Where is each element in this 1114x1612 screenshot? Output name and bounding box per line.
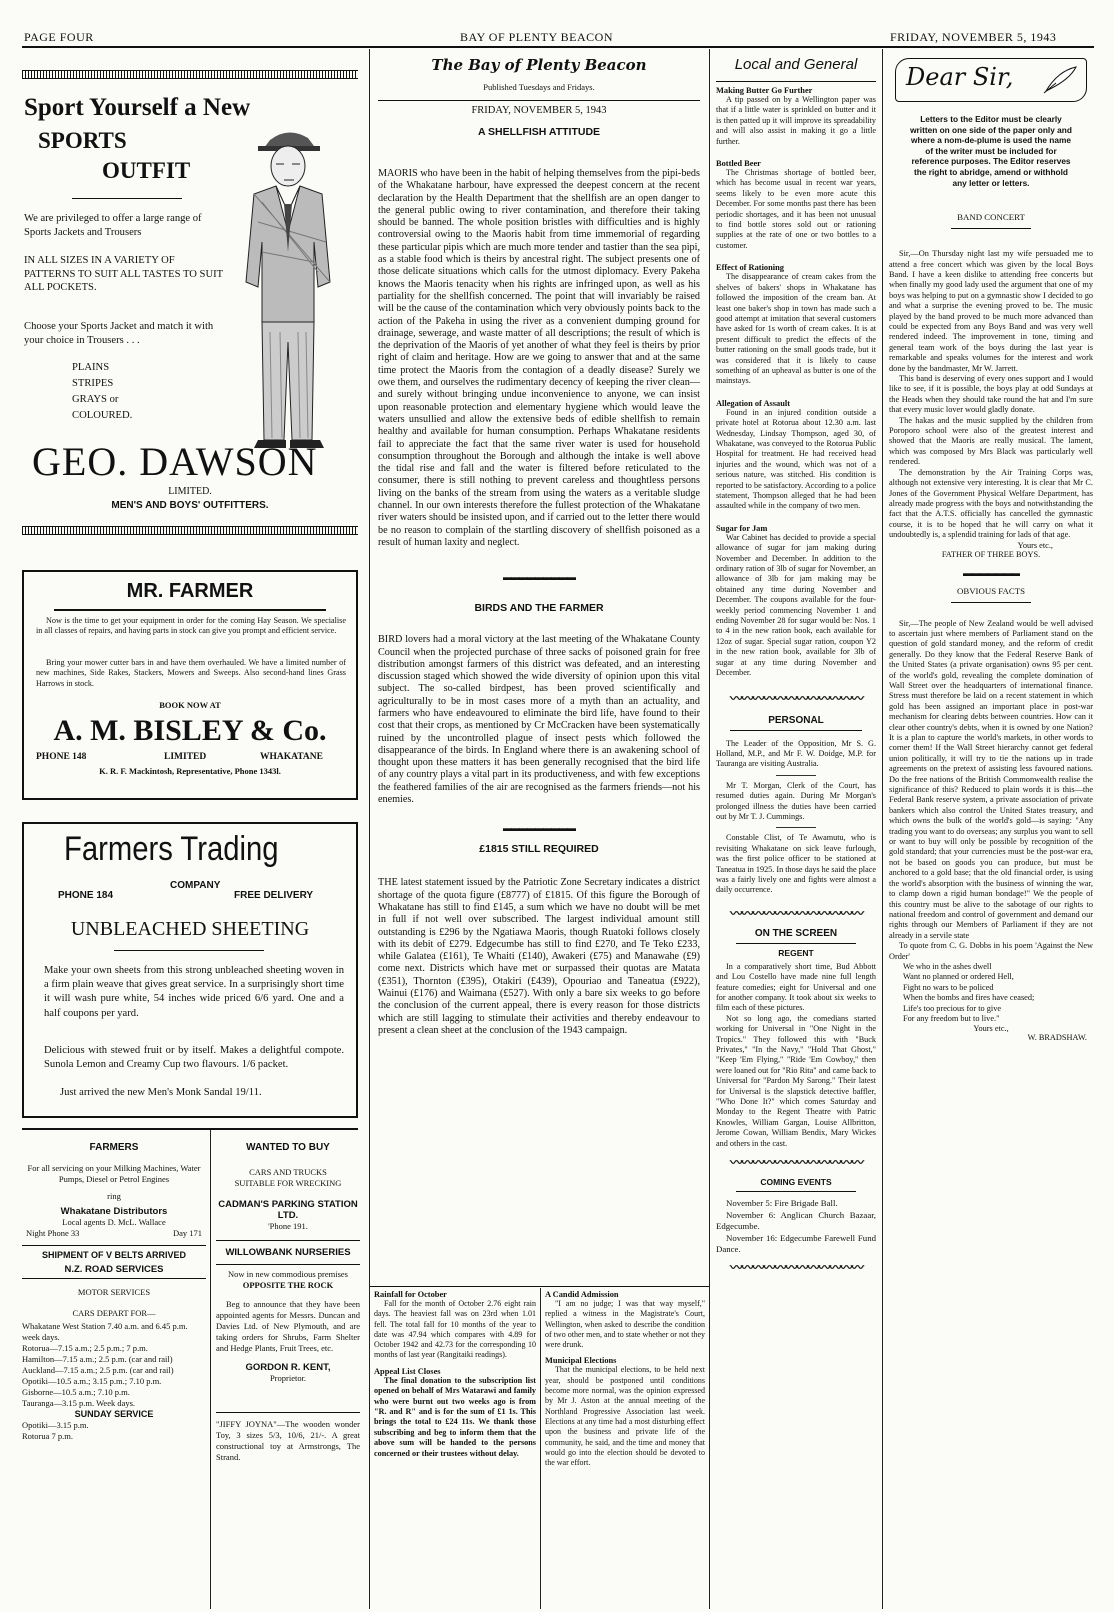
timetable-row: Whakatane West Station 7.40 a.m. and 6.45 p.m. week days. [22, 1321, 188, 1342]
poem-line: Life's too precious for to give [903, 1003, 1002, 1013]
poem-line: Fight no wars to be policed [903, 982, 994, 992]
ad-body: Bring your mower cutter bars in and have them overhauled. We have a limited number of new machines, Side Rakes, Stackers, Mowers and Sweeps. Also second-hand lines Grass Harrows in stock. [36, 658, 346, 688]
note-body: The final donation to the subscription list opened on behalf of Mrs Watarawi and family who were burnt out two weeks ago is from "R. and R" and is for the sum of £1 1s. This brings the total to £24 11s. We thank those subscribing and beg to inform them that the above sum will be handed to the persons concerned or their trustees without delay. [374, 1375, 536, 1458]
book-now: BOOK NOW AT [159, 700, 221, 710]
road-services-heading: N.Z. ROAD SERVICES [64, 1264, 164, 1275]
item-body: The Christmas shortage of bottled beer, which has become usual in recent war years, seems likely to be even more acute this December. For some months past there has been periodic shortages, and it has been not unusual to find bottle stores sold out or rationing supplies at the rate of one or two bottles to a customer. [716, 168, 876, 250]
timetable-row: Tauranga—3.15 p.m. Week days. [22, 1398, 136, 1408]
company: COMPANY [170, 880, 221, 891]
ad-body: Now is the time to get your equipment in order for the coming Hay Season. We specialise in all classes of repairs, and having parts in stock can give you prompt and efficient service. [36, 616, 346, 636]
page-number: PAGE FOUR [24, 30, 94, 44]
item-body: Constable Clist, of Te Awamutu, who is revisiting Whakatane on sick leave furlough, was the first police officer to be stationed at Taneatua in 1925. In those days he said the place was a fairly lively one and fights were almost a daily occurrence. [716, 833, 876, 895]
letter-body: Sir,—The people of New Zealand would be well advised to ascertain just where members of Parliament stand on the question of gold standard money, and the reform of credit generally. Do they know that the Federal Reserve Bank of the United States (a private organisation) owns 95 per cent. of the world's gold, revealing the complete domination of Wall Street over the headquarters of international finance. Stress must therefore be laid on a recent statement in which gold has been assigned an important place in post-war mechanism for clearing debts between countries. How can it clear other country's debts, when it is owned by one Nation? It is a plan to capture the world's markets, in other words to corner them! If the Wall Street hierarchy cannot get federal union politically, it will try to tie the nations up in trade agreements on the pretext of assisting less favoured nations. Do the free nations of the British Commonwealth realise the significance of this? Reduced to plain words it is this—the Federal Bank reserve system, a private association of private bankers which also control the United States treasury, and which owns the bulk of the world's gold—is saying: "Any trading you want to do overseas; any surplus you want to sell or want to buy will only be possible by recognition of the gold standard; that your currencies must be the post-war era, not be based on goods you can produce, but must be anchored to a gold base; that the old financial order, is using the world's absorption with the business of winning the war, to clamp down a rigid human bondage!" We the people of this country must be alive to the sabotage of our rights to national freedom and control of government and demand our rights through our Members of Parliament if they are not already in a servile state [889, 618, 1093, 940]
publication-days: Published Tuesdays and Fridays. [483, 82, 595, 92]
ad-body: CARS AND TRUCKS SUITABLE FOR WRECKING [234, 1167, 342, 1188]
column-rule [369, 49, 370, 1609]
logo-script: Dear Sir, [906, 63, 1014, 91]
ad-body: OPPOSITE THE ROCK [242, 1280, 334, 1290]
event-item: November 6: Anglican Church Bazaar, Edgecumbe. [716, 1209, 876, 1232]
ad-headline: WANTED TO BUY [246, 1142, 330, 1153]
ad-headline: Sport Yourself a New [24, 94, 251, 121]
article-body: MAORIS who have been in the habit of helping themselves from the pipi-beds of the Whakatane harbour, have expressed the deepest concern at the recent declaration by the Health Department that the shellfish are an open danger to the general public owing to river contamination, and therefore their taking should be banned. The whole position bristles with difficulties and is highly controversial owing to the Maoris habit from time immemorial of regarding these particular pipis which are much more tender and tastier than the sea pipi, as a stable food which is theirs by ancestral right. The subject presents one of those delicate situations which calls for the utmost diplomacy. Every Pakeha knows the Maoris tenacity when his rights are infringed upon, as well as his partiality for the shellfish concerned. The point that will invariably be raised will be the cause of the contamination which very obviously points back to the action of the Pakeha in using the river as a convenient dumping ground for drainage, sewerage, and waste matter of all descriptions; the result of which is the deprivation of the Maoris of yet another of what they feel is theirs by prior right of claim and heritage. How are we going to answer that and at the same time protect the Maoris from the contagion of a deadly disease? Surely we owe them, and ourselves the rudimentary decency of keeping the river clean—and surely without bringing undue inconvenience to anyone, we can insist upon reasonable protection and elementary hygiene which would leave the waters unsullied and allow the extensive beds of edible shellfish to remain healthy and available for human consumption. Perhaps Whakatane residents fail to appreciate the fact that the same river water is used for household consumption throughout the Borough and although the intake is well above the tidal rise and fall and the water is filtered before reticulated to the consumer, there is still nothing to prevent careless and thoughtless persons living on the banks of the stream from using the waters as a veritable sludge channel. In our own interests therefore the fullest protection of the Whakatane river waters should be insisted upon, and if carried out to the letter there would be no reason to complain of the startling discovery of shellfish poisoned as a result of human laxity and neglect. [378, 168, 700, 548]
vbelts-notice: SHIPMENT OF V BELTS ARRIVED [41, 1250, 186, 1260]
poem-line: Want no planned or ordered Hell, [903, 972, 1014, 982]
proprietor: Proprietor. [269, 1373, 307, 1383]
wave-separator: 〰〰〰〰〰〰〰〰〰〰〰〰 [729, 1157, 862, 1170]
item-body: The disappearance of cream cakes from the shelves of bakers' shops in Whakatane has followed the imposition of the cream ban. At least one baker's shop in town has made such a good attempt at imitation that several customers have asked for 1s worth of cream cakes. It is at present difficult to predict the effects of the butter rationing on the small goods trade, but it was considered that it is likely to cause something of an upheaval as butter is one of the mainstays. [716, 272, 876, 386]
representative: K. R. F. Mackintosh, Representative, Phone 1343l. [99, 766, 281, 776]
sunday-service: SUNDAY SERVICE [74, 1409, 154, 1419]
option-item: GRAYS or [72, 394, 119, 405]
agents: Local agents D. McL. Wallace [62, 1217, 166, 1227]
phone: PHONE 148 [36, 752, 87, 762]
note-heading: A Candid Admission [545, 1290, 619, 1299]
item-heading: Making Butter Go Further [716, 86, 813, 95]
poem-line: For any freedom but to live." [903, 1013, 1000, 1023]
advertiser-name: A. M. BISLEY & Co. [53, 714, 327, 747]
item-body: War Cabinet has decided to provide a special allowance of sugar for jam making during November and December. In addition to the ordinary ration of 3lb of sugar for November, an allowance of 3lb for jam making may be obtained any time during November and December. The coupons available for the four-weekly period commencing November 1 and ending November 28 for sugar would be: Nos. 1 to 4 in the new ration book, each available for 12oz of sugar. Special sugar ration, coupon Y2 in the new ration book, available for 3lb of sugar at any time during November and December. [716, 532, 876, 678]
section-rule [370, 1286, 709, 1287]
dear-sir-logo [895, 58, 1087, 102]
editorial-column [378, 50, 700, 1286]
advertiser-name: GEO. DAWSON [32, 439, 318, 484]
man-in-suit-illustration [218, 122, 358, 452]
ornament-rule [72, 198, 182, 199]
ad-body: "JIFFY JOYNA"—The wooden wonder Toy, 3 sizes 5/3, 10/6, 21/-. A great constructional toy at Armstrongs, The Strand. [216, 1419, 360, 1462]
notes-right [545, 1290, 705, 1608]
section-heading: COMING EVENTS [760, 1177, 832, 1188]
article-headline: £1815 STILL REQUIRED [479, 843, 599, 856]
section-heading: PERSONAL [768, 714, 824, 726]
day-phone: Day 171 [172, 1228, 202, 1238]
separator: ▬▬▬▬▬▬▬ [963, 568, 1019, 578]
letter-body: To quote from C. G. Dobbs in his poem 'Against the New Order' [889, 941, 1093, 961]
timetable [22, 1321, 206, 1409]
limited: LIMITED [164, 752, 207, 762]
ad-body: Beg to announce that they have been appointed agents for Messrs. Duncan and Davies Ltd. of New Plymouth, and are taking orders for Shrubs, Farm Shelter and Hedge Plants, Fruit Trees, etc. [216, 1299, 360, 1353]
item-heading: Sugar for Jam [716, 523, 768, 533]
cars-depart: CARS DEPART FOR— [72, 1308, 156, 1318]
ad-body: For all servicing on your Milking Machines, Water Pumps, Diesel or Petrol Engines [27, 1163, 201, 1184]
ad-headline: MR. FARMER [126, 580, 254, 602]
timetable-row: Rotorua 7 p.m. [22, 1431, 73, 1441]
note-body: That the municipal elections, to be held next year, should be postponed until conditions become more normal, was the opinion expressed by Mr J. Aston at the annual meeting of the Northland Progressive Association last week. Elections at any time had a most disturbing effect upon the business and private life of the community, he said, and the time and money that would go into the election should be devoted to the war effort. [545, 1365, 705, 1468]
letter-heading: OBVIOUS FACTS [956, 585, 1026, 596]
option-list [72, 360, 132, 424]
headline-rule [54, 609, 326, 611]
quill-pen-icon [1042, 65, 1078, 95]
night-phone: Night Phone 33 [26, 1228, 80, 1238]
event-item: November 5: Fire Brigade Ball. [726, 1198, 838, 1209]
ad-body: Choose your Sports Jacket and match it with your choice in Trousers . . . [24, 321, 214, 346]
timetable-row: Gisborne—10.5 a.m.; 7.10 p.m. [22, 1387, 130, 1397]
ornament-band [22, 70, 358, 79]
letter-body: This band is deserving of every ones support and I would like to see, if it is possible, the boys play at odd Sundays at the Heads when they should take round the hat and I'm sure that every music lover would gladly donate. [889, 374, 1093, 415]
item-body: In a comparatively short time, Bud Abbott and Lou Costello have made nine full length feature comedies; eight for Universal and one for another company. It took about six weeks to film each of these pictures. [716, 961, 876, 1013]
item-heading: Effect of Rationing [716, 263, 784, 273]
column-title: Local and General [734, 56, 858, 73]
notes-left [374, 1290, 536, 1608]
timetable-row: Opotiki—3.15 p.m. [22, 1420, 89, 1430]
section-rule [22, 1128, 358, 1130]
separator: ▬▬▬▬▬▬▬▬▬ [503, 573, 575, 583]
letters-column [889, 54, 1093, 1606]
ad-body: Now in new commodious premises [228, 1269, 348, 1279]
header-rule [22, 46, 1094, 48]
separator: ▬▬▬▬▬▬▬▬▬ [503, 824, 575, 834]
poem-line: We who in the ashes dwell [903, 961, 992, 971]
letter-body: Sir,—On Thursday night last my wife persuaded me to attend a free concert which was given by the local Boys Band. I have a keen dislike to attending free concerts but when finally my good lady used the argument that one of my boys was helping to put on a gymnastic show I decided to go and what a surprise the evening proved to be. The music played by the band proved to be much more advanced than could be expected from any Boys Band and was very well rendered indeed. The improvement in tone, timing and general team work of the boys during the last year is remarkable and speaks volumes for the interest and work done by the bandmaster, Mr W. Jarrett. [889, 249, 1093, 373]
article-body: BIRD lovers had a moral victory at the last meeting of the Whakatane County Council when the projected purchase of three sacks of poisoned grain for free distribution amongst farmers of this district was defeated, and an interesting discussion staged which showed the wide diversity of opinion upon this vital subject. The so-called birdpest, has been proved scientifically and agriculturally to be in most cases more of a myth than an actuality, and farmers who have endeavoured to eliminate the bird life, have found to their cost that their crops, as mentioned by Cr McCracken have been systematically ruined by the uncontrolled plague of insect pests which followed the disappearance of the birds. In England where there is an awakening school of thought upon these matters it has been generally recognised that the bird life of any country plays a vital part in its productiveness, and with few exceptions the feathered families of the air are recognised as the farmers friends—not his enemies. [378, 634, 700, 806]
theatre-name: REGENT [778, 947, 814, 958]
item-body: The Leader of the Opposition, Mr S. G. Holland, M.P., and Mr F. W. Doidge, M.P. for Tauranga are visiting Australia. [716, 738, 876, 769]
editorial-nameplate: The Bay of Plenty Beacon [431, 56, 647, 74]
ad-subhead: UNBLEACHED SHEETING [70, 918, 310, 940]
note-body: "I am no judge; I was that way myself," replied a witness in the Magistrate's Court, Wellington, when asked to describe the condition of two other men, and to state whether or not they were drunk. [545, 1299, 705, 1350]
advertiser-name: GORDON R. KENT, [245, 1362, 331, 1373]
event-item: November 16: Edgecumbe Farewell Fund Dance. [716, 1232, 876, 1255]
note-heading: Rainfall for October [374, 1290, 447, 1299]
ornament-band [22, 526, 358, 535]
wave-separator: 〰〰〰〰〰〰〰〰〰〰〰〰 [729, 907, 862, 920]
dawson-advert [22, 70, 358, 550]
letter-body: The demonstration by the Air Training Corps was, although not extensive very interesting. It is clear that Mr C. Jones of the Government Physical Welfare Department, has already made progress with the boys and notwithstanding the fact that the A.T.S. officially has cancelled the gymnastic course, it is to be hoped that he will carry on what it undoubtedly is, a splendid training for lads of that age. [889, 467, 1093, 540]
ad-headline: FARMERS [89, 1142, 139, 1153]
advertiser-name: CADMAN'S PARKING STATION LTD. [218, 1199, 358, 1221]
delivery: FREE DELIVERY [234, 890, 314, 901]
column-rule [540, 1288, 541, 1609]
distributor: Whakatane Distributors [60, 1206, 168, 1217]
headline-rule [114, 950, 264, 951]
timetable-row: Auckland—7.15 a.m.; 2.5 p.m. (car and rail) [22, 1365, 174, 1375]
small-ads-right [216, 1136, 360, 1606]
ad-headline: Farmers Trading [64, 830, 279, 868]
note-heading: Municipal Elections [545, 1356, 617, 1366]
article-headline: BIRDS AND THE FARMER [474, 602, 604, 615]
option-item: COLOURED. [72, 410, 133, 421]
motor-services: MOTOR SERVICES [77, 1287, 151, 1297]
item-body: Not so long ago, the comedians started working for Universal in "One Night in the Tropics." They followed this with "Buck Privates," "In the Navy," "Hold That Ghost," "Keep 'Em Flying," "Ride 'Em Cowboy," then were loaned out for "Rio Rita" and came back to Universal for "Pardon My Sarong." Their latest for Universal is the slapstick detective baffler, "Who Done It?" which comes Saturday and Monday to the Regent Theatre with Patric Knowles, William Gargan, Louise Allbritton, Jerome Cowan, William Bendix, Mary Wickes and others in the cast. [716, 1013, 876, 1148]
item-body: Found in an injured condition outside a private hotel at Rotorua about 12.30 a.m. last Wednesday, Lindsay Thompson, aged 30, of Whakatane, was conveyed to the Rotorua Public Hospital for treatment. He had received head injuries and the wound, which was not of a serious nature, was stitched. His condition is reported to be satisfactory. According to a police statement, Thompson alleged that he had been assaulted while in the company of two men. [716, 407, 876, 511]
poem-line: When the bombs and fires have ceased; [903, 993, 1035, 1003]
ad-body: Just arrived the new Men's Monk Sandal 19/11. [60, 1087, 262, 1098]
ad-body: IN ALL SIZES IN A VARIETY OF PATTERNS TO SUIT ALL TASTES TO SUIT ALL POCKETS. [24, 255, 223, 294]
signature: W. BRADSHAW. [1027, 1033, 1087, 1043]
editorial-date: FRIDAY, NOVEMBER 5, 1943 [471, 105, 607, 116]
ad-body: We are privileged to offer a large range of Sports Jackets and Trousers [24, 213, 202, 238]
option-item: STRIPES [72, 378, 114, 389]
column-rule [882, 49, 883, 1609]
ad-headline: SPORTS [38, 128, 127, 153]
farmers-trading-advert [22, 822, 358, 1118]
phone: PHONE 184 [58, 890, 114, 901]
ad-body: Delicious with stewed fruit or by itself. Makes a delightful compote. Sunola Lemon and Creamy Cup two flavours. 1/6 packet. [44, 1045, 344, 1071]
item-body: A tip passed on by a Wellington paper was that if a little water is sprinkled on butter and it is then patted up it will improve its spreadability and will also assist in making it go a little further. [716, 95, 876, 146]
bisley-advert [22, 570, 358, 800]
ad-headline: OUTFIT [102, 158, 191, 183]
ad-body: Make your own sheets from this strong unbleached sheeting woven in a firm plain weave that gives great service. In a surprisingly short time it will wash pure white, 54 inches wide priced 6/6 yard. One and a half coupons per yard. [44, 965, 344, 1019]
note-heading: Appeal List Closes [374, 1366, 441, 1376]
town: WHAKATANE [260, 752, 323, 762]
ad-headline: WILLOWBANK NURSERIES [225, 1247, 351, 1258]
phone: 'Phone 191. [268, 1221, 308, 1231]
timetable-row: Hamilton—7.15 a.m.; 2.5 p.m. (car and rail) [22, 1354, 173, 1364]
advertiser-limited: LIMITED. [168, 486, 212, 497]
article-body: THE latest statement issued by the Patriotic Zone Secretary indicates a district shortage of the quota figure (£8777) of £1815. Of this figure the Borough of Whakatane has still to find £145, a sum which we have no doubt will be met in full if not well over subscribed. The largest individual amount still outstanding is £296 by the Ngatiawa Maoris, though Ruatoki follows closely with its debit of £279. Edgecumbe has still to find £270, and Te Teko £233, while Galatea (£161), Te Whaiti (£140), Awakeri (£75) and Manawahe (£9) come next. Districts which have met or surpassed their quotas are Matata (£351), Thornton (£395), Otakiri (£439), Opouriao and Taneatua (£922), Wainui (£176) and Waimana (£527). With only a bare six weeks to go before the conclusion of the current appeal, there is every reason for those districts which are still lagging to stimulate their activities and thereby endeavour to present a clean sheet at the conclusion of the 1943 campaign. [378, 877, 700, 1036]
small-ads-left [22, 1136, 206, 1606]
header-date: FRIDAY, NOVEMBER 5, 1943 [890, 30, 1057, 44]
letters-intro: Letters to the Editor must be clearly written on one side of the paper only and where a nom-de-plume is used the name of the writer must be included for reference purposes. The Editor reserves the right to abridge, amend or withhold any letter or letters. [910, 114, 1072, 188]
timetable-row: Rotorua—7.15 a.m.; 2.5 p.m.; 7 p.m. [22, 1343, 148, 1353]
signature: FATHER OF THREE BOYS. [941, 549, 1041, 559]
section-heading: ON THE SCREEN [754, 927, 838, 939]
signature: Yours etc., [1017, 540, 1053, 550]
wave-separator: 〰〰〰〰〰〰〰〰〰〰〰〰 [729, 692, 862, 705]
item-heading: Allegation of Assault [716, 398, 790, 408]
letter-body: The hakas and the music supplied by the children from Poroporo school were also of the greatest interest and showed that the Maoris are really musical. The lament, which was composed by Mrs Black was particularly well rendered. [889, 415, 1093, 467]
ring: ring [107, 1191, 121, 1201]
column-rule [709, 49, 710, 1609]
poem [889, 962, 1093, 1024]
advertiser-tagline: MEN'S AND BOYS' OUTFITTERS. [111, 500, 269, 511]
signature: Yours etc., [973, 1024, 1009, 1034]
letter-heading: BAND CONCERT [957, 212, 1025, 223]
note-body: Fall for the month of October 2.76 eight rain days. The heaviest fall was on 23rd when 1.01 fell. The total fall for 10 months of the year to date was 47.94 which compares with 4.89 for October 1942 and 42.73 for the corresponding 10 months of last year (Rangitaiki readings). [374, 1299, 536, 1360]
item-body: Mr T. Morgan, Clerk of the Court, has resumed duties again. During Mr Morgan's prolonged illness the duties have been carried out by Mr T. J. Cummings. [716, 780, 876, 821]
column-rule [210, 1130, 211, 1609]
wave-separator: 〰〰〰〰〰〰〰〰〰〰〰〰 [729, 1261, 862, 1274]
timetable-row: Opotiki—10.5 a.m.; 3.15 p.m.; 7.10 p.m. [22, 1376, 162, 1386]
local-general-column [716, 50, 876, 1606]
item-heading: Bottled Beer [716, 159, 761, 169]
option-item: PLAINS [72, 362, 110, 373]
phones [22, 1228, 206, 1239]
paper-title: BAY OF PLENTY BEACON [460, 30, 614, 44]
article-headline: A SHELLFISH ATTITUDE [477, 126, 601, 138]
